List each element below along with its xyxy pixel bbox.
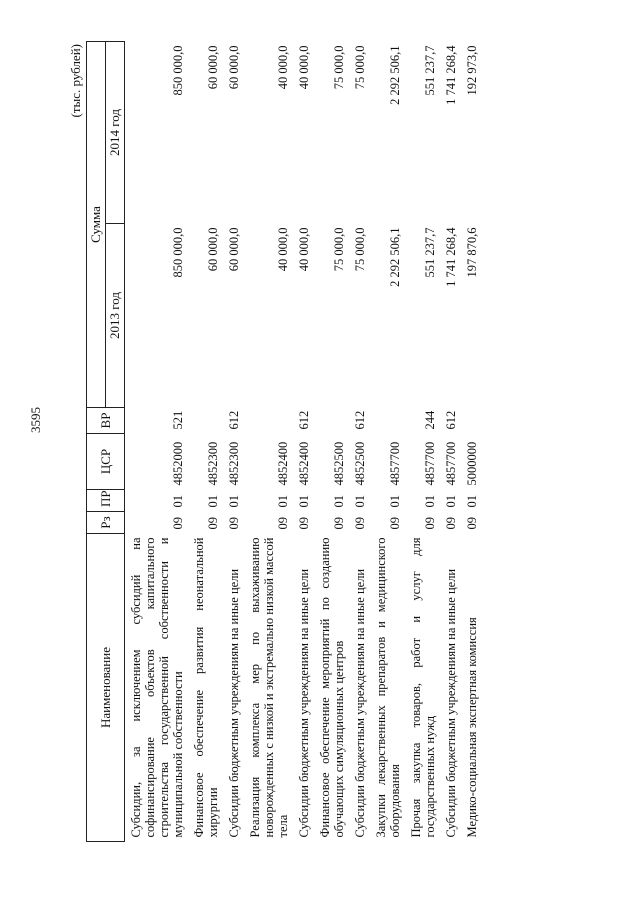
row-sum-2013: 60 000,0 [227, 227, 241, 272]
row-name: Финансовое обеспечение развития неонатальной хирургии [192, 537, 220, 838]
row-vr [244, 408, 293, 434]
table-row [223, 42, 244, 842]
row-sum-2013: 75 000,0 [353, 227, 367, 272]
row-vr: 612 [353, 410, 367, 430]
row-sum-2014: 1 741 268,4 [444, 45, 458, 105]
row-sum-2013: 1 741 268,4 [444, 227, 458, 287]
row-sum-2013: 850 000,0 [171, 227, 185, 278]
row-vr [370, 408, 405, 434]
row-sum-2013: 551 237,7 [423, 227, 437, 278]
row-sum-2014: 60 000,0 [206, 45, 220, 90]
row-sum-2014: 551 237,7 [423, 45, 437, 96]
row-sum-2013: 2 292 506,1 [388, 227, 402, 287]
table-row [370, 42, 405, 842]
units-label: (тыс. рублей) [68, 44, 83, 118]
row-rz: 09 [444, 517, 458, 530]
header-csr: ЦСР [87, 434, 125, 490]
row-pr: 01 [227, 495, 241, 508]
row-vr [461, 408, 482, 434]
table-row [314, 42, 349, 842]
row-vr: 612 [444, 410, 458, 430]
row-name: Субсидии, за исключением субсидий на софинансирование объектов капитального строительства государственной собственности и муниципальной собственности [129, 537, 185, 838]
row-name: Медико-социальная экспертная комиссия [465, 617, 479, 838]
table-row [349, 42, 370, 842]
table-row [405, 42, 440, 842]
page-number: 3595 [28, 407, 43, 433]
row-csr: 4852000 [171, 441, 185, 486]
row-csr: 4852300 [206, 441, 220, 486]
row-vr: 244 [423, 410, 437, 430]
row-sum-2013: 60 000,0 [206, 227, 220, 272]
header-year-2014: 2014 год [106, 42, 125, 224]
row-pr: 01 [276, 495, 290, 508]
row-pr: 01 [444, 495, 458, 508]
row-csr: 4852400 [276, 441, 290, 486]
row-sum-2013: 75 000,0 [332, 227, 346, 272]
row-rz: 09 [276, 517, 290, 530]
header-name: Наименование [87, 534, 125, 842]
row-vr: 612 [297, 410, 311, 430]
row-name: Субсидии бюджетным учреждениям на иные цели [297, 568, 311, 838]
row-rz: 09 [465, 517, 479, 530]
table-row [461, 42, 482, 842]
row-rz: 09 [423, 517, 437, 530]
row-sum-2014: 40 000,0 [276, 45, 290, 90]
row-rz: 09 [171, 517, 185, 530]
row-name: Реализация комплекса мер по выхаживанию новорожденных с низкой и экстремально низкой массой тела [248, 537, 290, 838]
row-csr: 4857700 [444, 441, 458, 486]
row-name: Финансовое обеспечение мероприятий по созданию обучающих симуляционных центров [318, 537, 346, 838]
row-name: Субсидии бюджетным учреждениям на иные цели [227, 568, 241, 838]
row-rz: 09 [206, 517, 220, 530]
row-name: Субсидии бюджетным учреждениям на иные цели [353, 568, 367, 838]
row-name: Прочая закупка товаров, работ и услуг для государственных нужд [409, 537, 437, 838]
table-header [87, 42, 125, 842]
row-pr: 01 [206, 495, 220, 508]
row-csr: 4852400 [297, 441, 311, 486]
row-csr: 4857700 [423, 441, 437, 486]
row-vr: 521 [171, 410, 185, 430]
row-pr: 01 [297, 495, 311, 508]
row-rz: 09 [388, 517, 402, 530]
row-rz: 09 [332, 517, 346, 530]
row-sum-2014: 75 000,0 [353, 45, 367, 90]
row-sum-2014: 850 000,0 [171, 45, 185, 96]
row-pr: 01 [465, 495, 479, 508]
row-csr: 5000000 [465, 441, 479, 486]
row-vr: 612 [227, 410, 241, 430]
row-sum-2014: 192 973,0 [465, 45, 479, 96]
row-pr: 01 [353, 495, 367, 508]
table-row [440, 42, 461, 842]
row-sum-2013: 40 000,0 [297, 227, 311, 272]
table-body [125, 42, 483, 842]
row-name: Субсидии бюджетным учреждениям на иные цели [444, 568, 458, 838]
table-row [188, 42, 223, 842]
row-sum-2014: 40 000,0 [297, 45, 311, 90]
row-pr: 01 [332, 495, 346, 508]
header-rz: Рз [87, 512, 125, 534]
table-row [244, 42, 293, 842]
row-csr: 4852300 [227, 441, 241, 486]
row-pr: 01 [171, 495, 185, 508]
header-pr: ПР [87, 490, 125, 512]
row-rz: 09 [353, 517, 367, 530]
table-row [293, 42, 314, 842]
row-name: Закупки лекарственных препаратов и медицинского оборудования [374, 537, 402, 838]
row-rz: 09 [227, 517, 241, 530]
row-pr: 01 [423, 495, 437, 508]
row-csr: 4852500 [332, 441, 346, 486]
budget-table [86, 41, 482, 842]
row-rz: 09 [297, 517, 311, 530]
header-year-2013: 2013 год [106, 224, 125, 408]
row-csr: 4857700 [388, 441, 402, 486]
row-sum-2014: 75 000,0 [332, 45, 346, 90]
table-row [125, 42, 189, 842]
header-sum: Сумма [87, 42, 106, 408]
rotated-budget-page [68, 42, 538, 842]
row-sum-2014: 2 292 506,1 [388, 45, 402, 105]
row-vr [314, 408, 349, 434]
row-sum-2014: 60 000,0 [227, 45, 241, 90]
row-sum-2013: 40 000,0 [276, 227, 290, 272]
header-vr: ВР [87, 408, 125, 434]
row-csr: 4852500 [353, 441, 367, 486]
row-vr [188, 408, 223, 434]
row-sum-2013: 197 870,6 [465, 227, 479, 278]
row-pr: 01 [388, 495, 402, 508]
